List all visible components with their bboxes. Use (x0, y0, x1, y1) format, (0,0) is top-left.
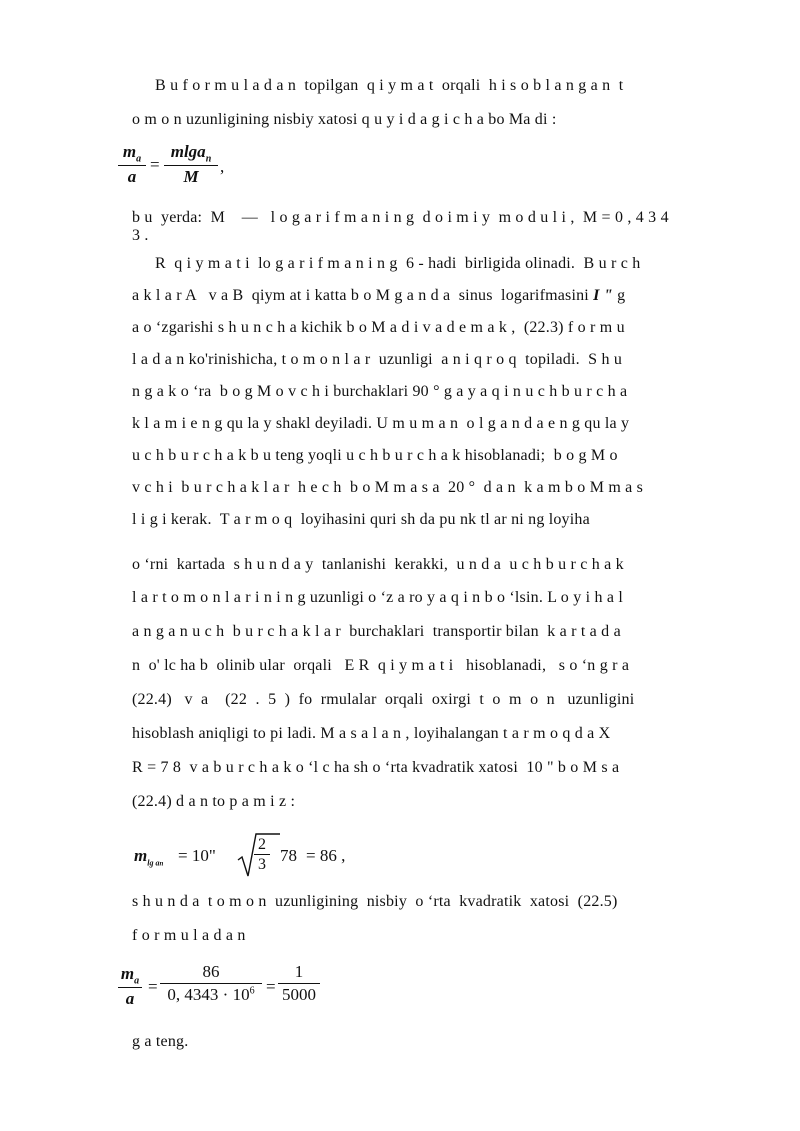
paragraph-3-line-2-text: a k l a r A v a B qiym at i katta b o M g a n d a sinus logarifmasini (132, 287, 589, 304)
paragraph-4-line-5: (22.4) v a (22 . 5 ) fo rmulalar orqali oxirgi t o m o n uzunligini (132, 691, 635, 708)
formula-relative-error (118, 142, 238, 190)
formula-1-rhs-num-sub: n (205, 153, 212, 165)
formula-3-rhs-den: 5000 (278, 983, 320, 1005)
paragraph-2-line-1: b u yerda: M — l o g a r i f m a n i n g d o i m i y m o d u l i , M = 0 , 4 3 4 (132, 209, 669, 226)
formula-2-lhs (134, 846, 163, 867)
paragraph-3-line-9: l i g i kerak. T a r m o q loyihasini quri sh da pu nk tl ar ni ng loyiha (132, 511, 590, 528)
paragraph-4-line-3: a n g a n u c h b u r c h a k l a r burchaklari transportir bilan k a r t a d a (132, 623, 621, 640)
paragraph-3-line-4: l a d a n ko'rinishicha, t o m o n l a r uzunligi a n i q r o q topiladi. S h u (132, 351, 623, 368)
paragraph-1-line-2: o m o n uzunligining nisbiy xatosi q u y i d a g i c h a bo Ma di : (132, 111, 557, 128)
formula-3-lhs-num-sub: a (134, 975, 140, 987)
formula-2-equals-10-seconds: = 10" (178, 846, 216, 865)
formula-2-lhs-sub2: n (159, 859, 164, 868)
paragraph-3-line-1: R q i y m a t i lo g a r i f m a n i n g 6 - hadi birligida olinadi. B u r c h (155, 255, 641, 272)
formula-2-lhs-sub: lg a (147, 858, 160, 868)
formula-1-rhs-den: M (164, 165, 218, 187)
formula-relative-error-value (118, 962, 328, 1018)
formula-2-radicand-78: 78 (280, 846, 297, 865)
paragraph-5-line-2: f o r m u l a d a n (132, 927, 246, 944)
paragraph-3-line-8: v c h i b u r c h a k l a r h e c h b o M m a s a 20 ° d a n k a m b o M m a s (132, 479, 644, 496)
formula-2-result: = 86 , (306, 846, 346, 865)
formula-1-lhs-fraction (118, 142, 146, 187)
paragraph-4-line-1: o ‘rni kartada s h u n d a y tanlanishi kerakki, u n d a u c h b u r c h a k (132, 556, 624, 573)
formula-2-inner-fraction (254, 836, 270, 874)
formula-3-mid-den: 0, 4343 · 10 (167, 985, 250, 1004)
paragraph-3-line-5: n g a k o ‘ra b o g M o v c h i burchaklari 90 ° g a y a q i n u c h b u r c h a (132, 383, 628, 400)
paragraph-4-line-2: l a r t o m o n l a r i n i n g uzunligi o ‘z a ro y a q i n b o ‘lsin. L o y i h a l (132, 589, 623, 606)
formula-1-rhs-fraction (164, 142, 218, 187)
formula-2-inner-den: 3 (254, 854, 270, 874)
formula-1-comma: , (220, 157, 225, 176)
paragraph-3-line-2 (132, 286, 625, 306)
formula-1-lhs-num: m (122, 142, 137, 161)
formula-3-mid-den-exponent: 6 (249, 985, 255, 997)
paragraph-3-line-3: a o ‘zgarishi s h u n c h a kichik b o M a d i v a d e m a k , (22.3) f o r m u (132, 319, 625, 336)
paragraph-1-line-1: B u f o r m u l a d a n topilgan q i y m a t orqali h i s o b l a n g a n t (155, 77, 624, 94)
paragraph-4-line-8: (22.4) d a n to p a m i z : (132, 793, 296, 810)
logarithm-difference-symbol: I " (593, 287, 613, 304)
paragraph-4-line-4: n o' lc ha b olinib ular orqali E R q i y m a t i hisoblanadi, s o ‘n g r a (132, 657, 630, 674)
formula-3-mid-num: 86 (202, 962, 220, 981)
formula-3-rhs-num: 1 (294, 962, 304, 981)
formula-3-equals-2: = (266, 977, 276, 996)
formula-1-rhs-num: mlga (170, 142, 206, 161)
paragraph-4-line-7: R = 7 8 v a b u r c h a k o ‘l c ha sh o ‘rta kvadratik xatosi 10 " b o M s a (132, 759, 620, 776)
formula-2-lhs-m: m (134, 846, 148, 865)
paragraph-3-line-2-tail: g (612, 287, 626, 304)
formula-3-equals-1: = (148, 977, 158, 996)
formula-3-mid-fraction (160, 962, 262, 1005)
formula-1-lhs-den: a (118, 165, 146, 187)
formula-3-rhs-fraction (278, 962, 320, 1005)
paragraph-5-line-1: s h u n d a t o m o n uzunligining nisbiy o ‘rta kvadratik xatosi (22.5) (132, 893, 618, 910)
formula-3-lhs-num: m (120, 964, 135, 983)
paragraph-4-line-6: hisoblash aniqligi to pi ladi. M a s a l a n , loyihalangan t a r m o q d a X (132, 725, 611, 742)
paragraph-2-line-2: 3 . (132, 227, 149, 244)
formula-2-inner-num: 2 (258, 836, 266, 853)
paragraph-3-line-7: u c h b u r c h a k b u teng yoqli u c h b u r c h a k hisoblanadi; b o g M o (132, 447, 618, 464)
paragraph-6-line-1: g a teng. (132, 1033, 189, 1050)
paragraph-3-line-6: k l a m i e n g qu la y shakl deyiladi. U m u m a n o l g a n d a e n g qu la y (132, 415, 630, 432)
formula-1-lhs-num-sub: a (136, 153, 142, 165)
formula-3-lhs-fraction (118, 964, 142, 1009)
formula-3-lhs-den: a (118, 987, 142, 1009)
formula-1-equals: = (150, 155, 160, 174)
formula-mlga-value (134, 830, 364, 880)
